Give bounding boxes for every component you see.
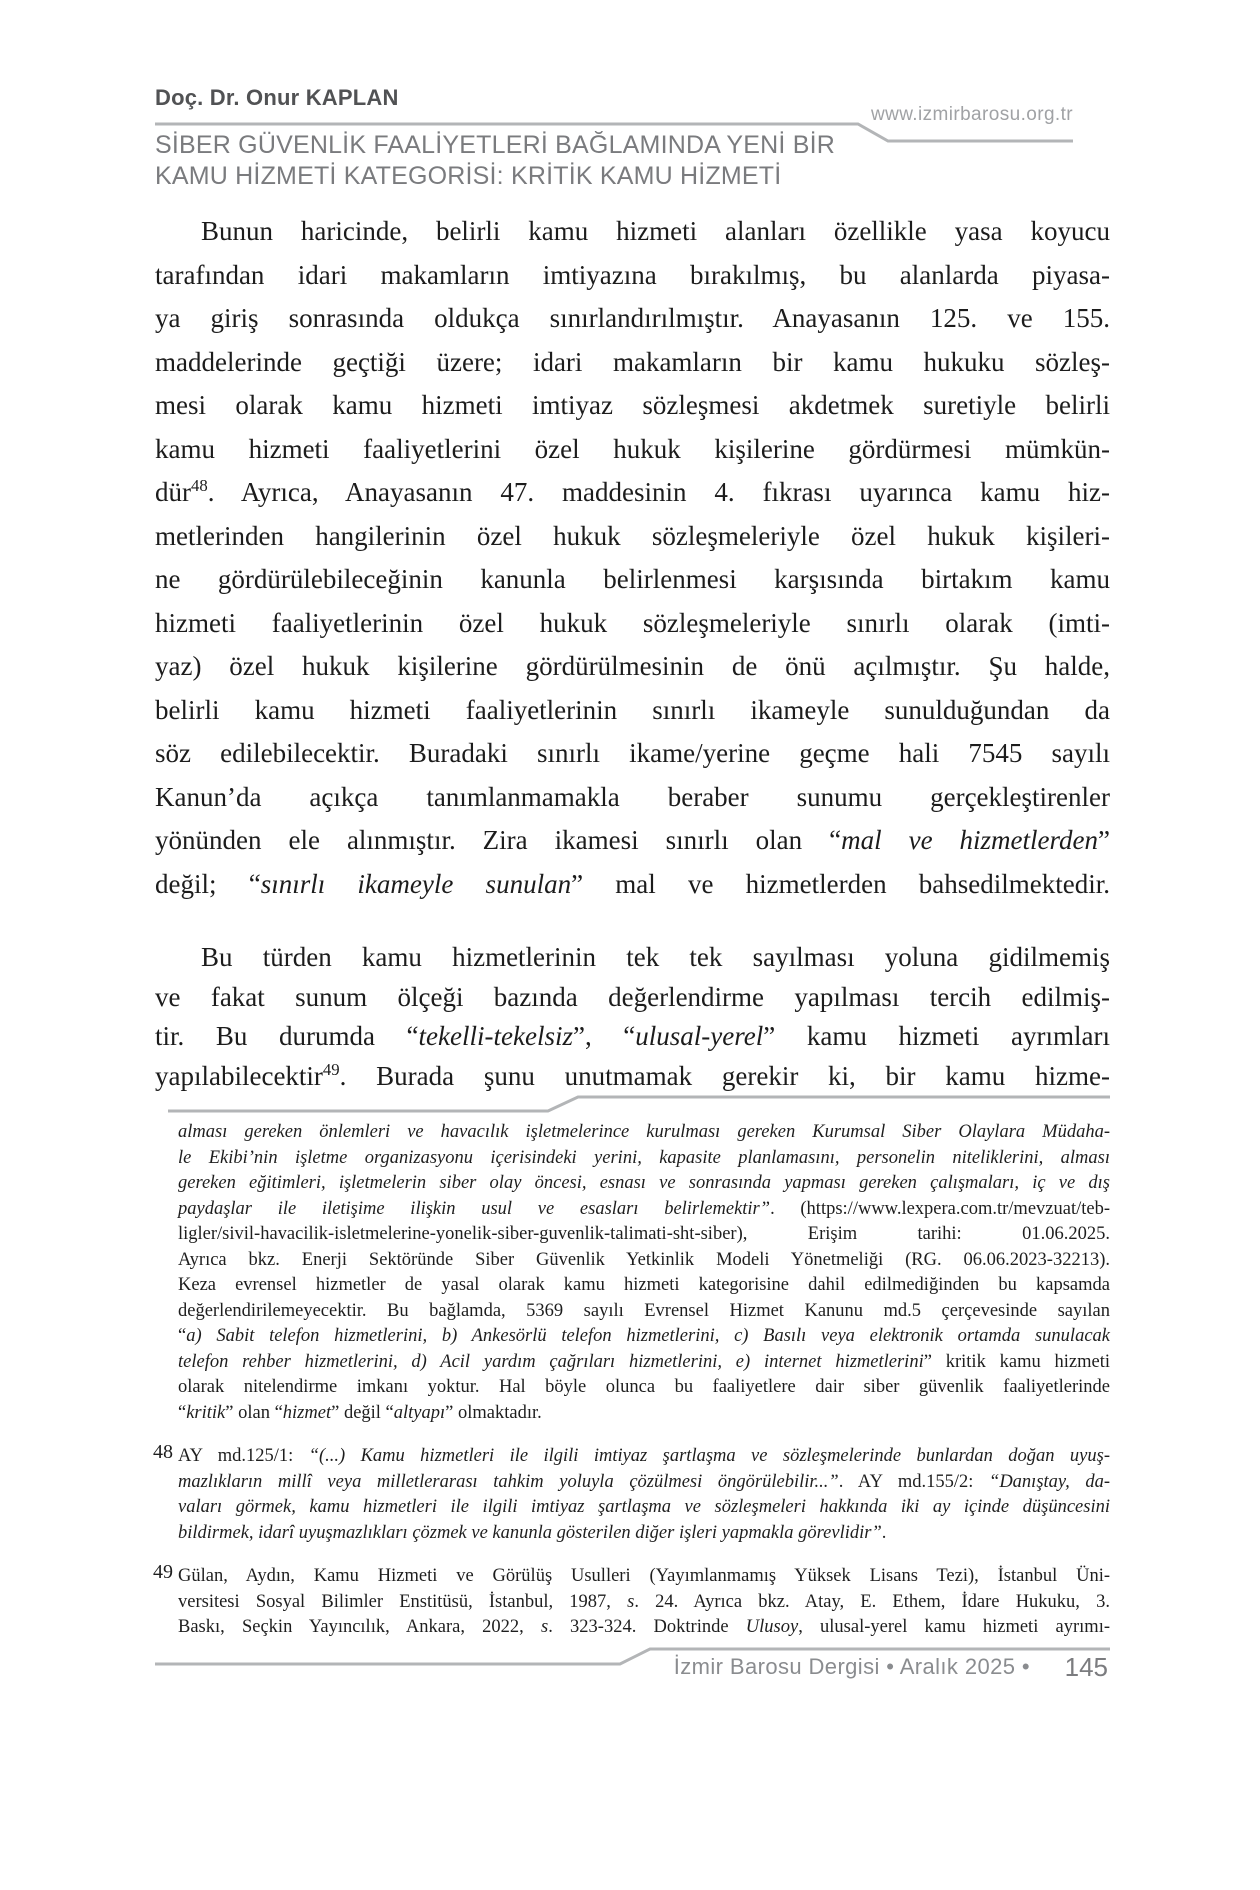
text-line: ne gördürülebileceğinin kanunla belirlenmesi karşısında birtakım kamu bbox=[155, 564, 1110, 594]
text-line: Gülan, Aydın, Kamu Hizmeti ve Görülüş Usulleri (Yayımlanmamış Yüksek Lisans Tezi), İstanbul Üni- bbox=[178, 1566, 1110, 1586]
text-line: paydaşlar ile iletişime ilişkin usul ve esasları belirlemektir”. (https://www.lexpera.com.tr/mevzuat/teb- bbox=[178, 1198, 1111, 1219]
journal-name-footer: İzmir Barosu Dergisi • Aralık 2025 • bbox=[673, 1654, 1030, 1679]
article-title-line1: SİBER GÜVENLİK FAALİYETLERİ BAĞLAMINDA YENİ BİR bbox=[155, 131, 835, 159]
text-line: kamu hizmeti faaliyetlerini özel hukuk kişilerine gördürmesi mümkün- bbox=[155, 433, 1110, 464]
text-line: ve fakat sunum ölçeği bazında değerlendirme yapılması tercih edilmiş- bbox=[155, 981, 1110, 1012]
text-line: Bu türden kamu hizmetlerinin tek tek sayılması yoluna gidilmemiş bbox=[201, 942, 1110, 972]
text-line: gereken eğitimleri, işletmelerin siber olay öncesi, esnası ve sonrasında yapması gereken çalışmaları, iç ve dış bbox=[178, 1173, 1110, 1193]
footnote-continuation-text bbox=[178, 1120, 1110, 1426]
text-line: “kritik” olan “hizmet” değil “altyapı” olmaktadır. bbox=[178, 1402, 542, 1423]
text-line: Baskı, Seçkin Yayıncılık, Ankara, 2022, s. 323-324. Doktrinde Ulusoy, ulusal-yerel kamu hizmeti ayrımı- bbox=[178, 1617, 1110, 1637]
text-line: Keza evrensel hizmetler de yasal olarak kamu hizmeti kategorisine dahil edilmediğinden bu kapsamda bbox=[178, 1275, 1110, 1295]
text-line: ya giriş sonrasında oldukça sınırlandırılmıştır. Anayasanın 125. ve 155. bbox=[155, 303, 1110, 333]
text-line: yapılabilecektir$^{49}$. Burada şunu unutmamak gerekir ki, bir kamu hizme- bbox=[155, 1059, 1110, 1091]
body-paragraph-1 bbox=[155, 210, 1110, 906]
text-line: Bunun haricinde, belirli kamu hizmeti alanları özellikle yasa koyucu bbox=[201, 216, 1110, 246]
footnote-48-number: 48 bbox=[153, 1441, 173, 1463]
text-line: metlerinden hangilerinin özel hukuk sözleşmeleriyle özel hukuk kişileri- bbox=[155, 520, 1110, 551]
footnotes-section bbox=[155, 1120, 1110, 1641]
author-name: Doç. Dr. Onur KAPLAN bbox=[155, 85, 399, 110]
text-line: değerlendirilemeyecektir. Bu bağlamda, 5369 sayılı Evrensel Hizmet Kanunu md.5 çerçevesinde sayılan bbox=[178, 1300, 1110, 1321]
footnote-49-number: 49 bbox=[153, 1561, 173, 1583]
text-line: mazlıkların millî veya milletlerarası tahkim yoluyla çözülmesi öngörülebilir...”. AY md.155/2: “Danıştay, da- bbox=[178, 1471, 1111, 1492]
text-line: Kanun’da açıkça tanımlanmamakla beraber sunumu gerçekleştirenler bbox=[155, 781, 1110, 812]
footnote-48-text bbox=[178, 1444, 1110, 1546]
text-line: versitesi Sosyal Bilimler Enstitüsü, İstanbul, 1987, s. 24. Ayrıca bkz. Atay, E. Ethem, İdare Hukuku, 3. bbox=[178, 1591, 1110, 1612]
text-line: hizmeti faaliyetlerinin özel hukuk sözleşmeleriyle sınırlı olarak (imti- bbox=[155, 607, 1110, 638]
text-line: olarak nitelendirme imkanı yoktur. Hal böyle olunca bu faaliyetlere dair siber güvenlik faaliyetlerinde bbox=[178, 1377, 1110, 1397]
footnote-divider-rule bbox=[168, 1097, 1110, 1111]
text-line: maddelerinde geçtiği üzere; idari makamların bir kamu hukuku sözleş- bbox=[155, 346, 1110, 377]
text-line: bildirmek, idarî uyuşmazlıkları çözmek ve kanunla gösterilen diğer işleri yapmakla görevlidir”. bbox=[178, 1522, 887, 1543]
text-line: alması gereken önlemleri ve havacılık işletmelerince kurulması gereken Kurumsal Siber Olaylara Müdaha- bbox=[178, 1122, 1110, 1142]
text-line: yaz) özel hukuk kişilerine gördürülmesinin de önü açılmıştır. Şu halde, bbox=[155, 651, 1110, 681]
footnote-48 bbox=[153, 1441, 1111, 1546]
body-paragraph-2 bbox=[155, 938, 1110, 1096]
footnote-49-text bbox=[178, 1564, 1110, 1641]
text-line: tarafından idari makamların imtiyazına bırakılmış, bu alanlarda piyasa- bbox=[155, 259, 1110, 290]
text-line: telefon rehber hizmetlerini, d) Acil yardım çağrıları hizmetlerini, e) internet hizmetlerini” kritik kamu hizmeti bbox=[178, 1351, 1111, 1372]
text-line: belirli kamu hizmeti faaliyetlerinin sınırlı ikameyle sunulduğundan da bbox=[155, 694, 1110, 725]
footnote-continuation bbox=[155, 1120, 1110, 1426]
text-line: Ayrıca bkz. Enerji Sektöründe Siber Güvenlik Yetkinlik Modeli Yönetmeliği (RG. 06.06.2023-32213). bbox=[178, 1249, 1110, 1270]
text-line: le Ekibi’nin işletme organizasyonu içerisindeki yerini, kapasite planlamasını, personelin niteliklerini, alması bbox=[178, 1147, 1110, 1168]
footnote-49 bbox=[153, 1561, 1110, 1641]
text-line: değil; “sınırlı ikameyle sunulan” mal ve hizmetlerden bahsedilmektedir. bbox=[155, 868, 1110, 899]
article-title-line2: KAMU HİZMETİ KATEGORİSİ: KRİTİK KAMU HİZMETİ bbox=[155, 162, 782, 190]
text-line: yönünden ele alınmıştır. Zira ikamesi sınırlı olan “mal ve hizmetlerden” bbox=[155, 825, 1110, 855]
text-line: söz edilebilecektir. Buradaki sınırlı ikame/yerine geçme hali 7545 sayılı bbox=[155, 738, 1110, 768]
text-line: ligler/sivil-havacilik-isletmelerine-yonelik-siber-guvenlik-talimati-sht-siber), Erişim tarihi: 01.06.2025. bbox=[178, 1224, 1110, 1244]
text-line: mesi olarak kamu hizmeti imtiyaz sözleşmesi akdetmek suretiyle belirli bbox=[155, 390, 1110, 420]
page-number: 145 bbox=[1064, 1652, 1108, 1682]
text-line: dür$^{48}$. Ayrıca, Anayasanın 47. maddesinin 4. fıkrası uyarınca kamu hiz- bbox=[155, 476, 1110, 507]
article-title bbox=[155, 130, 835, 192]
text-line: “a) Sabit telefon hizmetlerini, b) Ankesörlü telefon hizmetlerini, c) Basılı veya elektronik ortamda sunulacak bbox=[178, 1326, 1110, 1346]
text-line: AY md.125/1: “(...) Kamu hizmetleri ile ilgili imtiyaz şartlaşma ve sözleşmelerinde bunlardan doğan uyuş- bbox=[178, 1446, 1110, 1466]
website-url: www.izmirbarosu.org.tr bbox=[870, 104, 1073, 125]
text-line: tir. Bu durumda “tekelli-tekelsiz”, “ulusal-yerel” kamu hizmeti ayrımları bbox=[155, 1021, 1110, 1051]
text-line: vaları görmek, kamu hizmetleri ile ilgili imtiyaz şartlaşma ve sözleşmeleri hakkında iki ay içinde düşüncesini bbox=[178, 1497, 1110, 1517]
